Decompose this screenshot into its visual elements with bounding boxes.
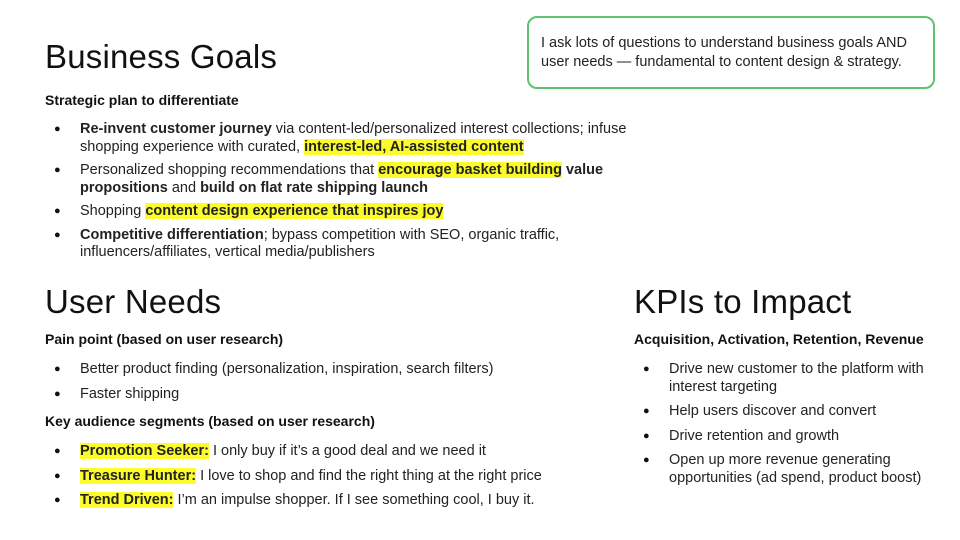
business-goals-subtitle: Strategic plan to differentiate [45,92,239,108]
list-item: ● Drive retention and growth [634,428,939,446]
callout-box [527,16,935,89]
list-item: ● Open up more revenue generating opportunities (ad spend, product boost) [634,452,939,487]
list-item: ● Treasure Hunter: I love to shop and find the right thing at the right price [45,468,605,486]
list-item: ● Personalized shopping recommendations that encourage basket building value propositions and build on flat rate shipping launch [45,162,645,197]
list-item: ● Faster shipping [45,386,605,404]
kpis-subtitle: Acquisition, Activation, Retention, Revenue [634,331,924,347]
callout-text: I ask lots of questions to understand business goals AND user needs — fundamental to content design & strategy. [541,35,907,70]
list-item: ● Shopping content design experience that inspires joy [45,203,645,221]
list-item: ● Better product finding (personalization, inspiration, search filters) [45,361,605,379]
list-item: ● Trend Driven: I’m an impulse shopper. If I see something cool, I buy it. [45,492,605,510]
pain-point-subtitle: Pain point (based on user research) [45,331,284,347]
pain-point-list [45,361,605,403]
audience-segments-subtitle: Key audience segments (based on user research) [45,413,375,429]
list-item: ● Drive new customer to the platform with interest targeting [634,361,939,396]
list-item: ● Help users discover and convert [634,403,939,421]
list-item: ● Re-invent customer journey via content-led/personalized interest collections; infuse shopping experience with curated, interest-led, AI-assisted content [45,121,645,156]
kpis-title: KPIs to Impact [634,283,852,320]
list-item: ● Promotion Seeker: I only buy if it’s a good deal and we need it [45,443,605,461]
business-goals-title: Business Goals [45,38,278,75]
business-goals-list [45,121,645,262]
audience-segments-list [45,443,605,510]
list-item: ● Competitive differentiation; bypass competition with SEO, organic traffic, influencers/affiliates, vertical media/publishers [45,227,645,262]
kpis-list [634,361,939,487]
user-needs-title: User Needs [45,283,222,320]
